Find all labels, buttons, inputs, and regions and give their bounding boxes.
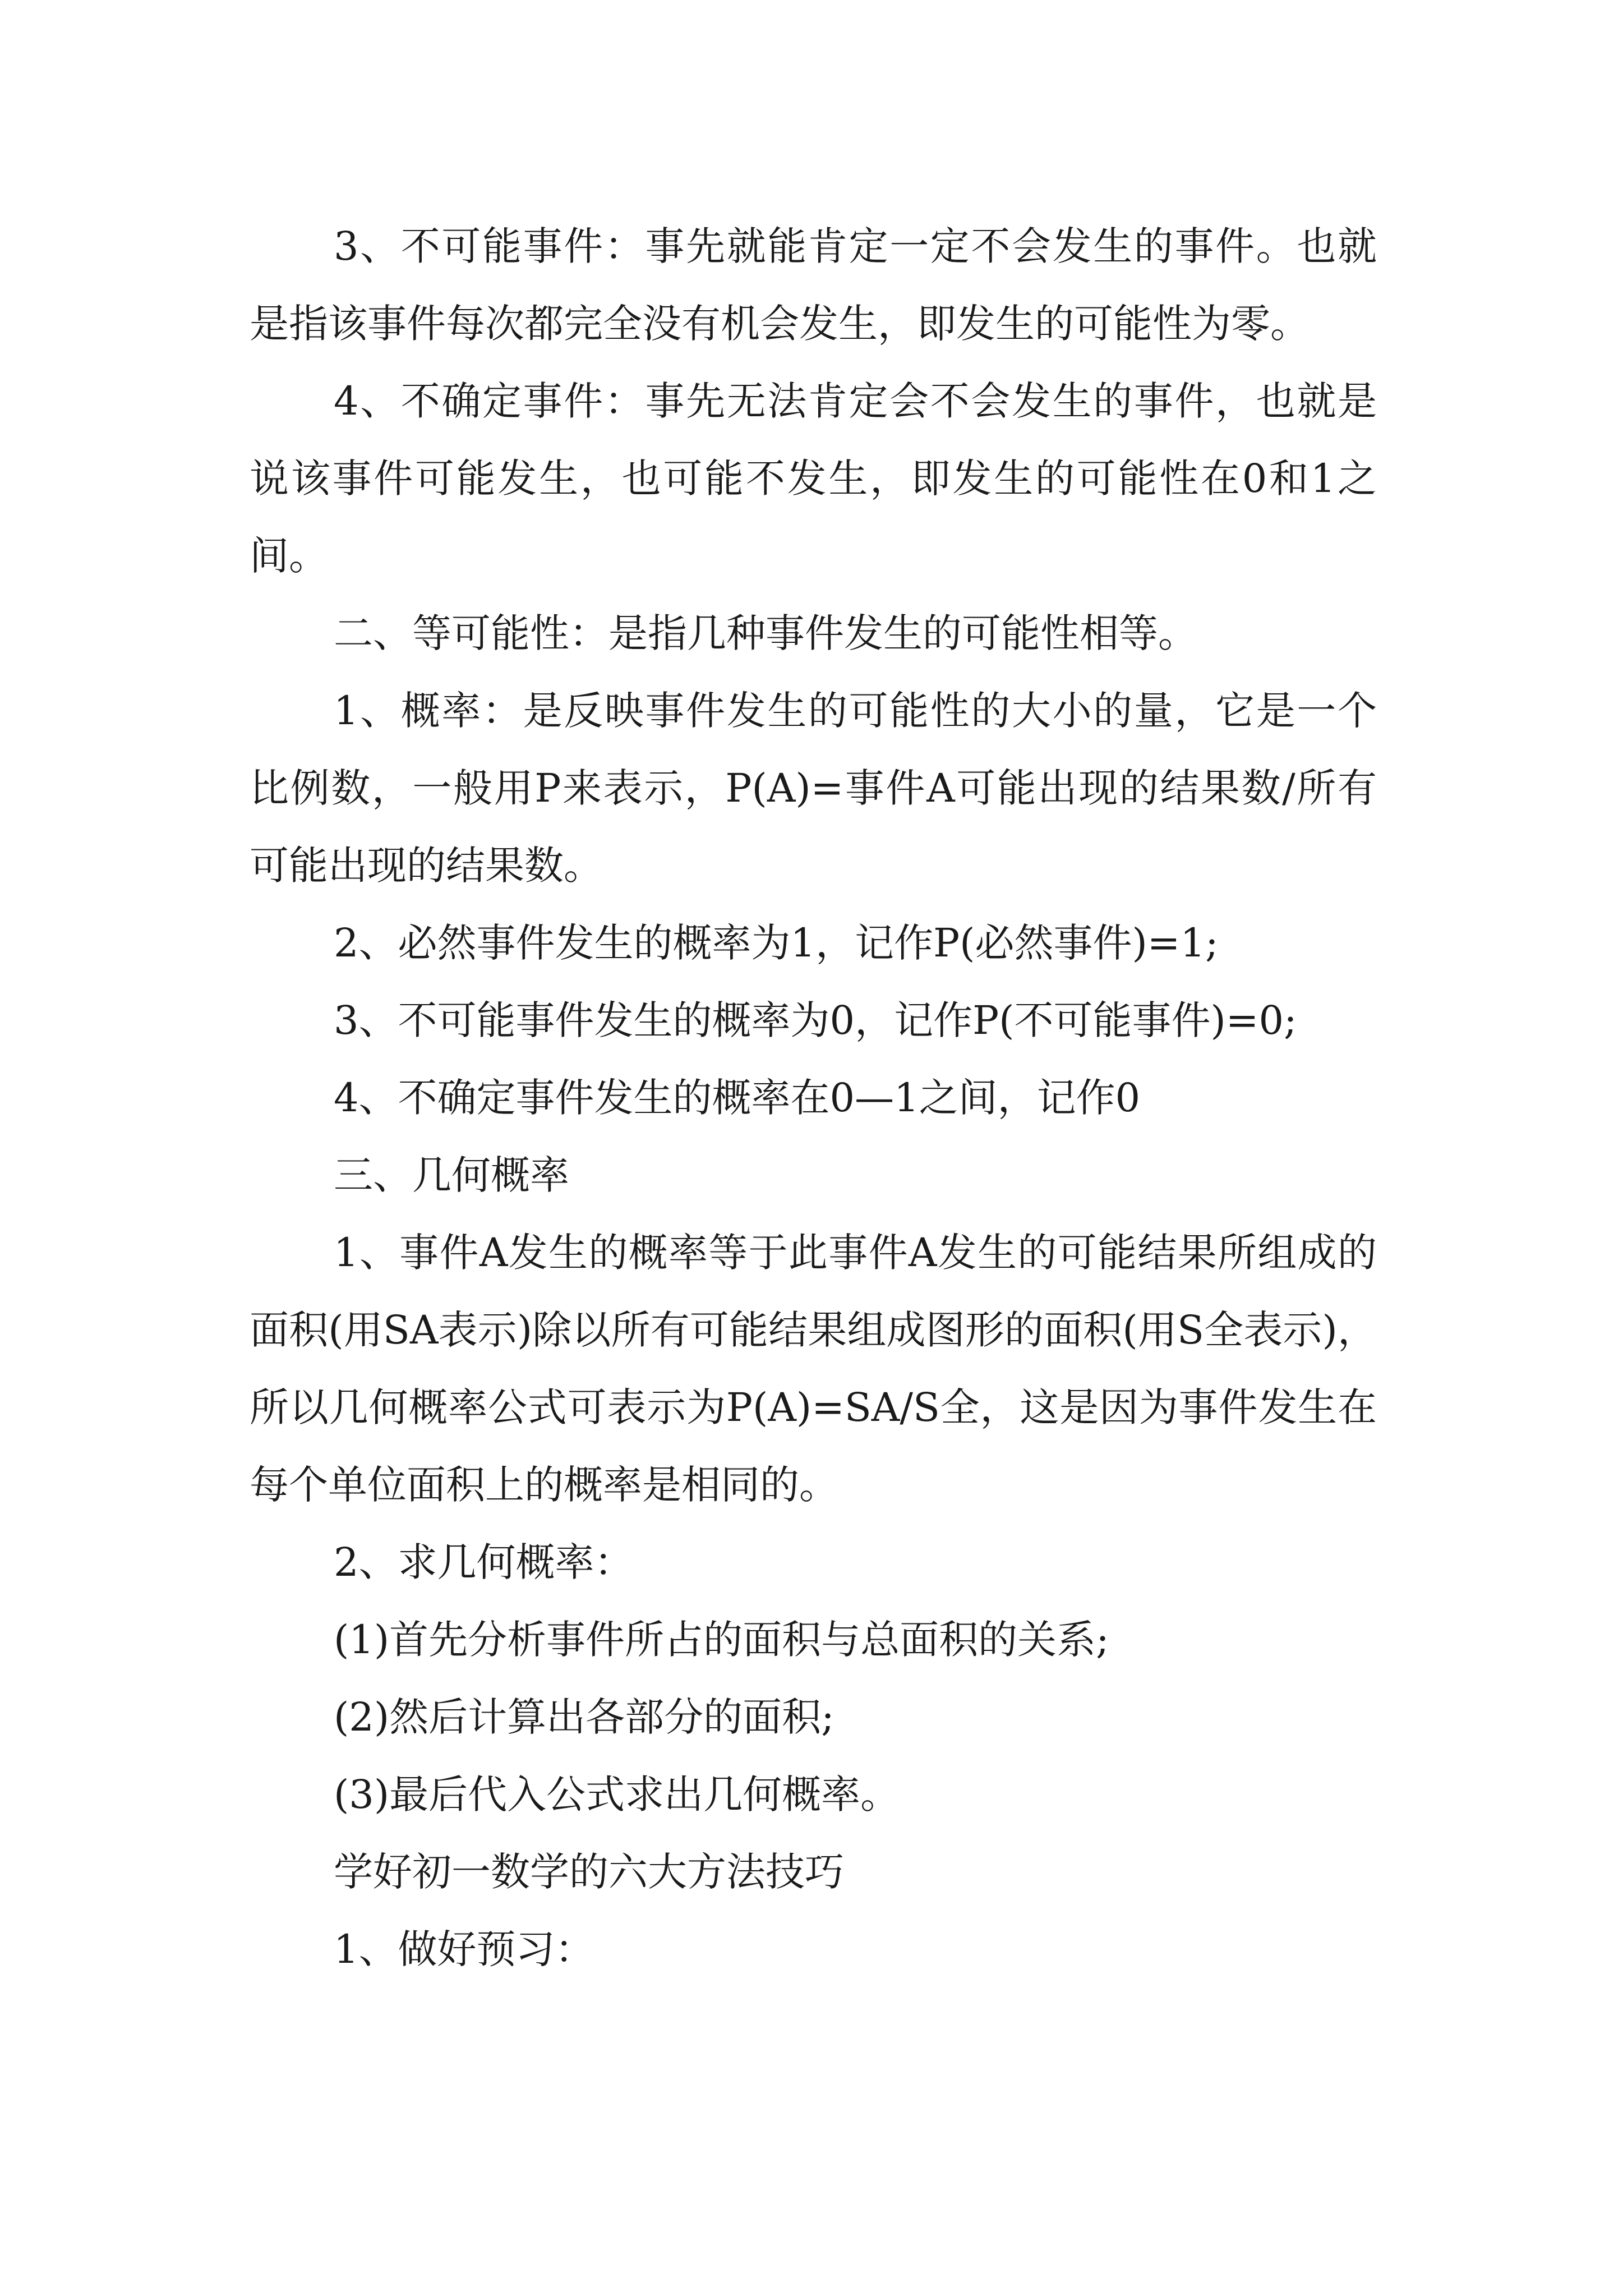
document-body xyxy=(250,208,1377,1988)
list-item-step-2: (2)然后计算出各部分的面积; xyxy=(334,1694,834,1740)
paragraph-preview-tip: 1、做好预习： xyxy=(334,1926,594,1972)
paragraph-geometric-probability-formula: 1、事件A发生的概率等于此事件A发生的可能结果所组成的面积(用SA表示)除以所有可能结果组成图形的面积(用S全表示)，所以几何概率公式可表示为P(A)=SA/S全，这是因为事件发生在每个单位面积上的概率是相同的。 xyxy=(250,1230,1377,1508)
paragraph-impossible-event-probability: 3、不可能事件发生的概率为0，记作P(不可能事件)=0; xyxy=(334,997,1297,1043)
paragraph-certain-event-probability: 2、必然事件发生的概率为1，记作P(必然事件)=1; xyxy=(334,920,1219,966)
section-heading-study-methods: 学好初一数学的六大方法技巧 xyxy=(334,1849,844,1895)
paragraph-equal-possibility: 二、等可能性：是指几种事件发生的可能性相等。 xyxy=(334,610,1197,656)
paragraph-impossible-event: 3、不可能事件：事先就能肯定一定不会发生的事件。也就是指该事件每次都完全没有机会发生，即发生的可能性为零。 xyxy=(250,223,1377,347)
paragraph-uncertain-event-probability: 4、不确定事件发生的概率在0—1之间，记作0 xyxy=(334,1075,1141,1121)
list-item-step-3: (3)最后代入公式求出几何概率。 xyxy=(334,1772,900,1818)
paragraph-uncertain-event: 4、不确定事件：事先无法肯定会不会发生的事件，也就是说该事件可能发生，也可能不发生，即发生的可能性在0和1之间。 xyxy=(250,378,1377,579)
paragraph-probability-definition: 1、概率：是反映事件发生的可能性的大小的量，它是一个比例数，一般用P来表示，P(A)=事件A可能出现的结果数/所有可能出现的结果数。 xyxy=(250,688,1377,889)
section-heading-geometric-probability: 三、几何概率 xyxy=(334,1152,569,1198)
paragraph-find-geometric-probability: 2、求几何概率： xyxy=(334,1539,634,1585)
list-item-step-1: (1)首先分析事件所占的面积与总面积的关系; xyxy=(334,1617,1109,1663)
